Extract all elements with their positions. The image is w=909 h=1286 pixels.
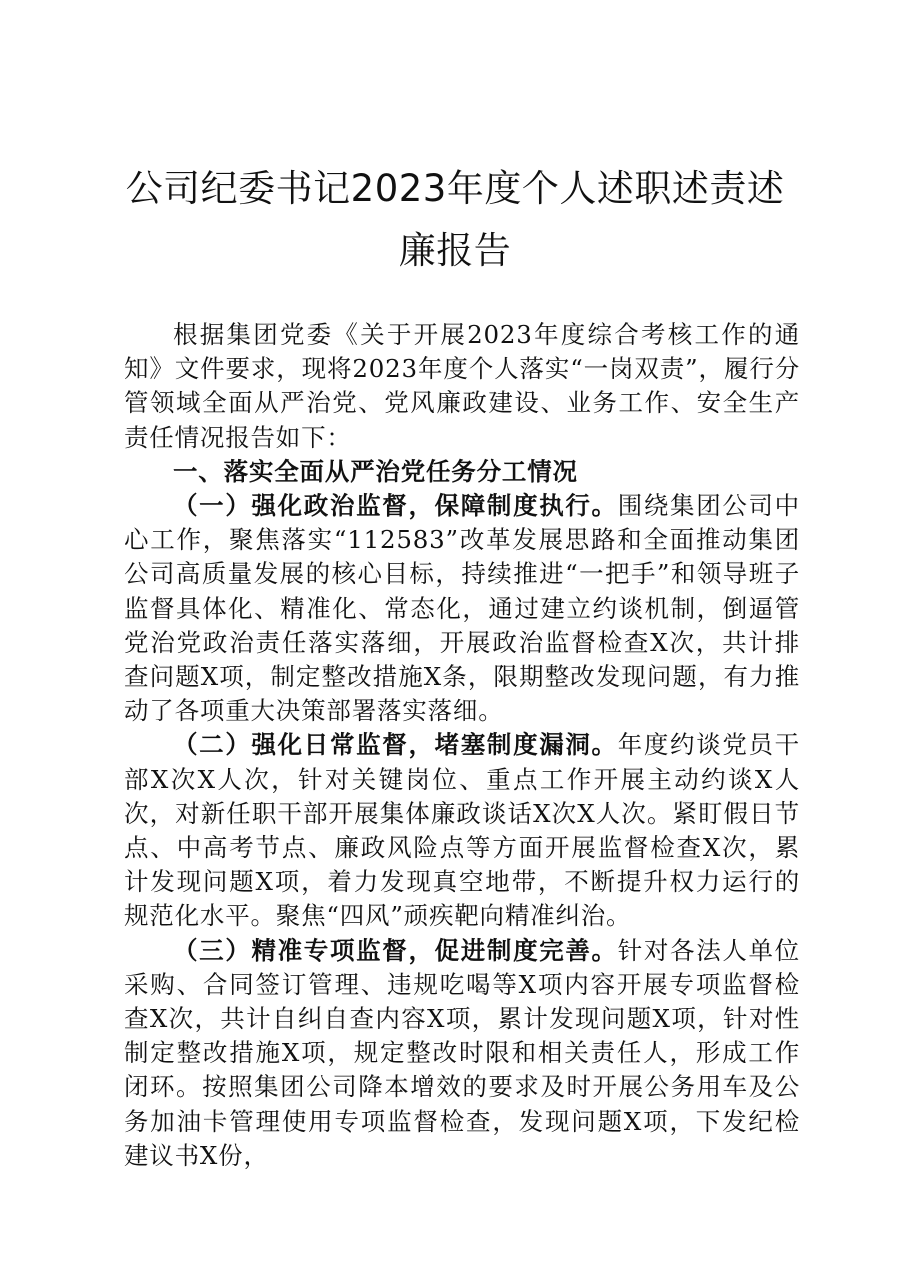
item-lead-3: （三）精准专项监督，促进制度完善。 xyxy=(173,935,618,965)
item-lead-1: （一）强化政治监督，保障制度执行。 xyxy=(173,491,618,521)
intro-paragraph: 根据集团党委《关于开展2023年度综合考核工作的通知》文件要求，现将2023年度个人落实“一岗双责”，履行分管领域全面从严治党、党风廉政建设、业务工作、安全生产责任情况报告如下： xyxy=(124,320,800,452)
item-text-2: 年度约谈党员干部X次X人次，针对关键岗位、重点工作开展主动约谈X人次，对新任职干部开展集体廉政谈话X次X人次。紧盯假日节点、中高考节点、廉政风险点等方面开展监督检查X次，累计发现问题X项，着力发现真空地带，不断提升权力运行的规范化水平。聚焦“四风”顽疾靶向精准纠治。 xyxy=(124,730,800,931)
item-paragraph-2 xyxy=(124,728,800,933)
item-lead-2: （二）强化日常监督，堵塞制度漏洞。 xyxy=(173,730,618,760)
section-heading: 一、落实全面从严治党任务分工情况 xyxy=(173,456,578,486)
item-text-1: 围绕集团公司中心工作，聚焦落实“112583”改革发展思路和全面推动集团公司高质量发展的核心目标，持续推进“一把手”和领导班子监督具体化、精准化、常态化，通过建立约谈机制，倒逼管党治党政治责任落实落细，开展政治监督检查X次，共计排查问题X项，制定整改措施X条，限期整改发现问题，有力推动了各项重大决策部署落实落细。 xyxy=(124,491,800,726)
document-title: 公司纪委书记2023年度个人述职述责述廉报告 xyxy=(125,167,785,272)
item-paragraph-1 xyxy=(124,489,800,728)
item-paragraph-3 xyxy=(124,934,800,1173)
document-body xyxy=(124,318,800,1173)
item-text-3: 针对各法人单位采购、合同签订管理、违规吃喝等X项内容开展专项监督检查X次，共计自纠自查内容X项，累计发现问题X项，针对性制定整改措施X项，规定整改时限和相关责任人，形成工作闭环。按照集团公司降本增效的要求及时开展公务用车及公务加油卡管理使用专项监督检查，发现问题X项，下发纪检建议书X份， xyxy=(124,935,800,1170)
